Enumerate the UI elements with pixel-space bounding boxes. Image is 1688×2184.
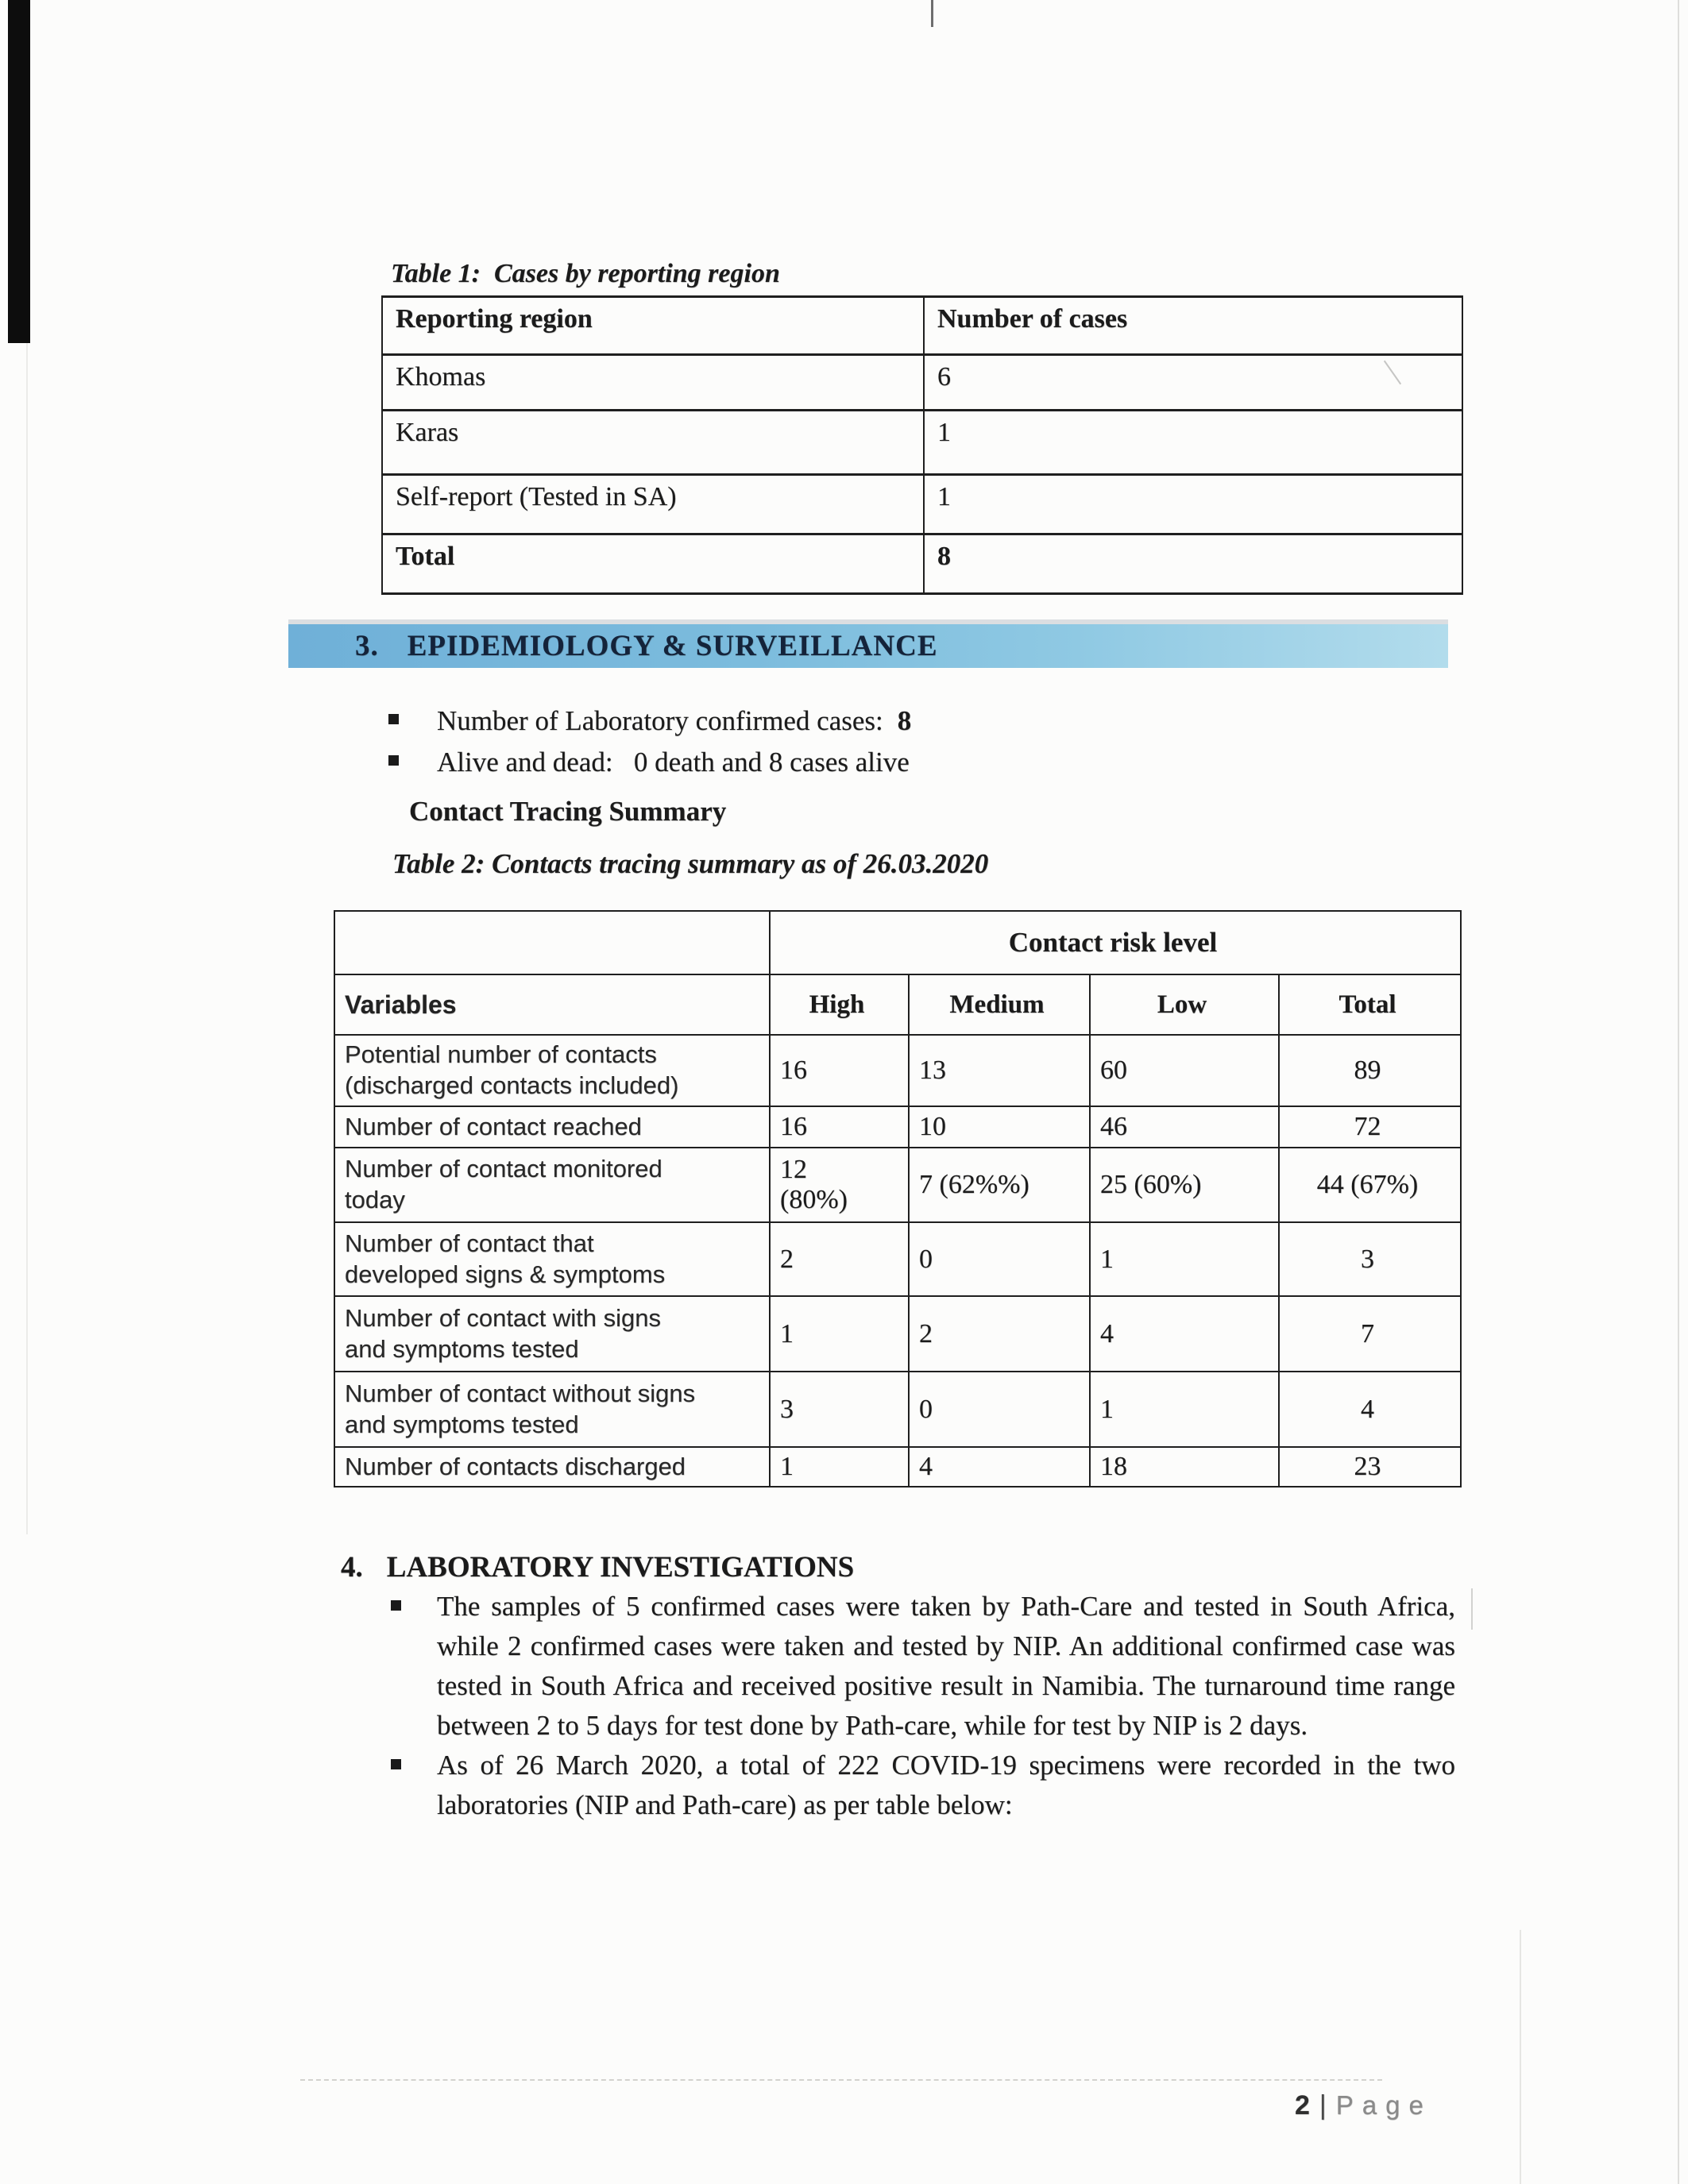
table2-cell-low: 25 (60%) xyxy=(1090,1148,1279,1222)
table2-row-label: Number of contacts discharged xyxy=(334,1447,770,1487)
table2-row-developed-symptoms xyxy=(334,1222,1461,1296)
table2-cell-total: 72 xyxy=(1279,1106,1461,1148)
table2-cell-total: 89 xyxy=(1279,1035,1461,1106)
table2-cell-medium: 0 xyxy=(909,1222,1090,1296)
table2-cell-medium: 10 xyxy=(909,1106,1090,1148)
bullet-square-icon xyxy=(391,1600,401,1611)
lab-bullet-text-1: The samples of 5 confirmed cases were taken by Path-Care and tested in South Africa, while 2 confirmed cases were taken and tested by NIP. An additional confirmed case was tested in South Africa and received positive result in Namibia. The turnaround time range between 2 to 5 days for test done by Path-care, while for test by NIP is 2 days. xyxy=(437,1591,1462,1741)
table2-header-low: Low xyxy=(1090,974,1279,1035)
scan-artifact-right-edge-line xyxy=(1678,0,1679,2184)
footer-page-word: Page xyxy=(1335,2090,1432,2120)
table1-row-khomas xyxy=(382,355,1462,411)
bullet-text: Alive and dead: 0 death and 8 cases alive xyxy=(437,747,910,778)
table2-cell-low: 1 xyxy=(1090,1372,1279,1447)
table1-header-row xyxy=(382,297,1462,355)
table2-row-label: Number of contact that developed signs & symptoms xyxy=(334,1222,770,1296)
table2-row-with-signs-tested xyxy=(334,1296,1461,1372)
section3-heading-bar xyxy=(288,624,1448,668)
table2-cell-total: 23 xyxy=(1279,1447,1461,1487)
table1-caption: Table 1: Cases by reporting region xyxy=(391,259,780,288)
table2-cell-medium: 2 xyxy=(909,1296,1090,1372)
table2-cell-high: 2 xyxy=(770,1222,909,1296)
table1-header-region: Reporting region xyxy=(382,297,924,355)
table2-cell-high: 3 xyxy=(770,1372,909,1447)
table2-cell-high-value: 12 (80%) xyxy=(780,1155,848,1214)
table2-cell-medium: 0 xyxy=(909,1372,1090,1447)
lab-bullet-text-2: As of 26 March 2020, a total of 222 COVID-19 specimens were recorded in the two laboratories (NIP and Path-care) as per table below: xyxy=(437,1750,1462,1820)
table2-row-monitored-today xyxy=(334,1148,1461,1222)
bullet-text xyxy=(437,702,911,740)
scan-artifact-black-bar xyxy=(8,0,30,343)
section4-bullet-list xyxy=(391,1587,1460,1825)
table2-header-total: Total xyxy=(1279,974,1461,1035)
contact-tracing-heading: Contact Tracing Summary xyxy=(409,796,727,827)
table2-row-label: Number of contact monitored today xyxy=(334,1148,770,1222)
table2-row-label: Number of contact reached xyxy=(334,1106,770,1148)
table2-group-header-row xyxy=(334,911,1461,974)
table2-cell-high xyxy=(770,1148,909,1222)
table2-cell-total: 44 (67%) xyxy=(1279,1148,1461,1222)
table1-cell-cases: 6 xyxy=(924,355,1462,411)
scan-artifact-dashed-line xyxy=(300,2079,1382,2081)
table1-row-selfreport xyxy=(382,475,1462,534)
table1-cell-region: Self-report (Tested in SA) xyxy=(382,475,924,534)
table2-caption: Table 2: Contacts tracing summary as of 26.03.2020 xyxy=(392,848,989,879)
table2-group-header: Contact risk level xyxy=(770,911,1461,974)
table2-header-medium: Medium xyxy=(909,974,1090,1035)
table2-column-header-row xyxy=(334,974,1461,1035)
bullet1-value: 8 xyxy=(897,705,912,736)
footer-separator: | xyxy=(1319,2090,1327,2120)
scan-artifact-left-edge-line xyxy=(26,343,28,1534)
table1-cell-cases: 1 xyxy=(924,475,1462,534)
table2-row-without-signs-tested xyxy=(334,1372,1461,1447)
section3-number: 3. xyxy=(355,630,379,662)
table1-cell-region: Khomas xyxy=(382,355,924,411)
table1-cell-region: Karas xyxy=(382,411,924,475)
table1-cell-total-cases: 8 xyxy=(924,534,1462,594)
section4-number: 4. xyxy=(341,1551,363,1584)
table2-cell-low: 1 xyxy=(1090,1222,1279,1296)
bullet-item xyxy=(391,1587,1460,1746)
table2-contact-tracing xyxy=(334,910,1462,1488)
table1-cases-by-region xyxy=(381,295,1463,595)
section4-title: LABORATORY INVESTIGATIONS xyxy=(386,1551,855,1584)
table2-cell-medium: 7 (62%%) xyxy=(909,1148,1090,1222)
bullet-item xyxy=(388,702,911,740)
table2-row-label: Potential number of contacts (discharged contacts included) xyxy=(334,1035,770,1106)
section3-bullet-1 xyxy=(388,702,911,740)
page-footer xyxy=(1295,2090,1432,2121)
table2-cell-medium: 13 xyxy=(909,1035,1090,1106)
table2-cell-low: 18 xyxy=(1090,1447,1279,1487)
table2-cell-low: 46 xyxy=(1090,1106,1279,1148)
bullet-item xyxy=(391,1746,1460,1825)
table2-cell-high: 16 xyxy=(770,1106,909,1148)
table2-cell-medium: 4 xyxy=(909,1447,1090,1487)
scan-artifact-top-tick xyxy=(931,0,933,27)
table2-cell-low: 4 xyxy=(1090,1296,1279,1372)
table1-header-cases: Number of cases xyxy=(924,297,1462,355)
table2-row-potential-contacts xyxy=(334,1035,1461,1106)
table2-row-label: Number of contact with signs and symptoms tested xyxy=(334,1296,770,1372)
table2-cell-total: 7 xyxy=(1279,1296,1461,1372)
section3-title: EPIDEMIOLOGY & SURVEILLANCE xyxy=(407,630,938,662)
table1-cell-cases: 1 xyxy=(924,411,1462,475)
table1-row-total xyxy=(382,534,1462,594)
table1-row-karas xyxy=(382,411,1462,475)
table1-cell-total-label: Total xyxy=(382,534,924,594)
table2-cell-total: 3 xyxy=(1279,1222,1461,1296)
table2-cell-high: 16 xyxy=(770,1035,909,1106)
table2-header-variables: Variables xyxy=(334,974,770,1035)
table2-cell-high: 1 xyxy=(770,1296,909,1372)
bullet-item xyxy=(388,743,910,781)
table2-cell-low: 60 xyxy=(1090,1035,1279,1106)
table2-empty-corner xyxy=(334,911,770,974)
bullet-square-icon xyxy=(388,714,399,724)
bullet-square-icon xyxy=(391,1759,401,1769)
table2-row-label: Number of contact without signs and symptoms tested xyxy=(334,1372,770,1447)
table2-row-discharged xyxy=(334,1447,1461,1487)
scan-artifact-line-tick xyxy=(1471,1588,1473,1630)
table2-cell-high: 1 xyxy=(770,1447,909,1487)
table2-row-contact-reached xyxy=(334,1106,1461,1148)
bullet1-label: Number of Laboratory confirmed cases: xyxy=(437,705,883,736)
section4-heading xyxy=(341,1550,854,1584)
scan-artifact-footer-line xyxy=(1520,1930,1521,2184)
table2-cell-total: 4 xyxy=(1279,1372,1461,1447)
bullet-square-icon xyxy=(388,755,399,766)
table2-header-high: High xyxy=(770,974,909,1035)
section3-bullet-2 xyxy=(388,743,910,781)
footer-page-number: 2 xyxy=(1295,2090,1310,2120)
